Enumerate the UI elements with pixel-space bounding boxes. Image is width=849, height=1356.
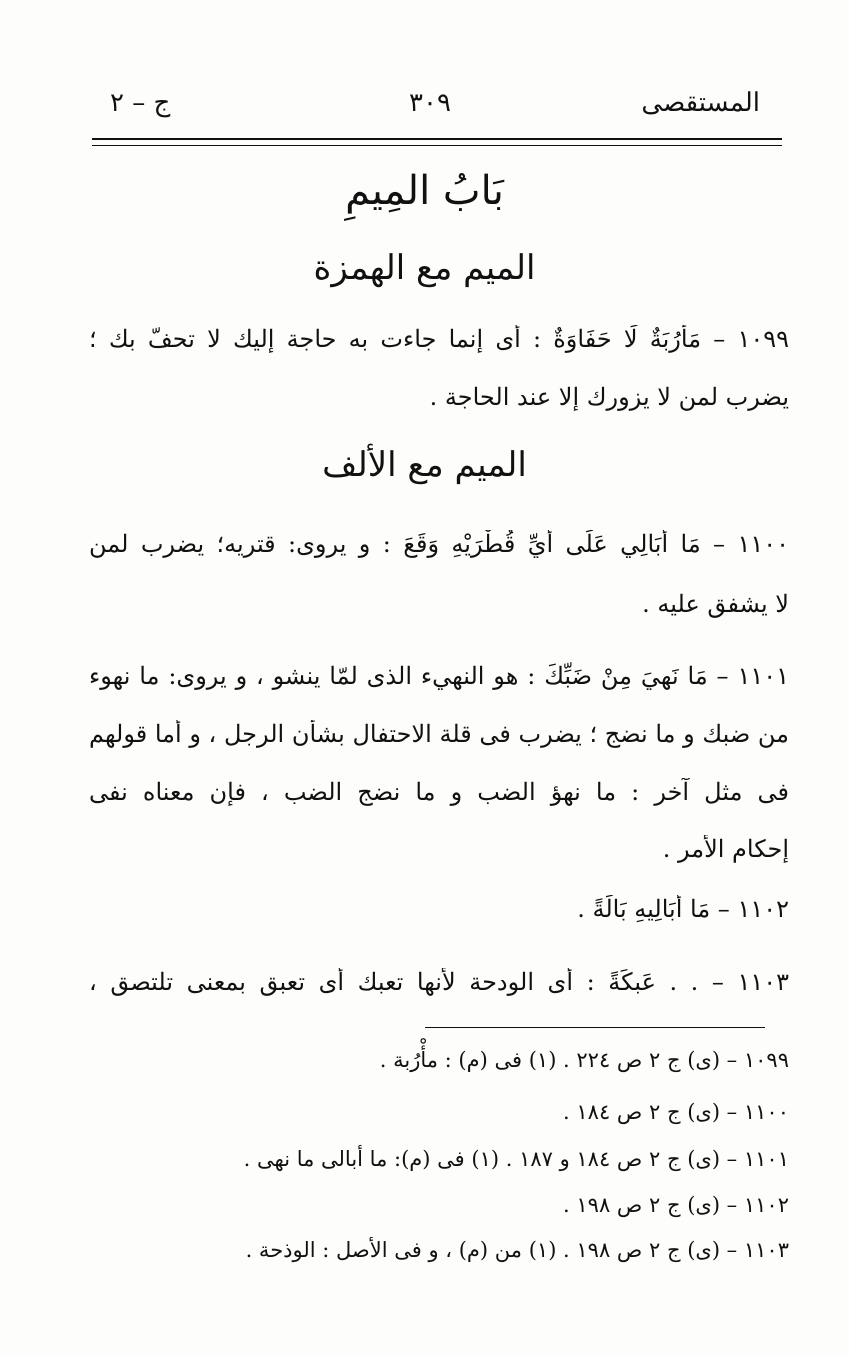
entry-1100-line-1: ١١٠٠ – مَا أُبَالِي عَلَى أَيِّ قُطْرَيْهِ وَقَعَ : و يروى: قتريه؛ يضرب لمن: [89, 530, 789, 558]
header-rule-thin: [92, 145, 782, 146]
footnote-1103: ١١٠٣ – (ى) ج ٢ ص ١٩٨ . (١) من (م) ، و فى الأصل : الوذحة .: [245, 1238, 789, 1262]
footnote-1100: ١١٠٠ – (ى) ج ٢ ص ١٨٤ .: [563, 1100, 789, 1124]
footnote-1102: ١١٠٢ – (ى) ج ٢ ص ١٩٨ .: [563, 1193, 789, 1217]
page-header: [100, 88, 760, 128]
entry-1099-line-2: يضرب لمن لا يزورك إلا عند الحاجة .: [429, 383, 789, 411]
entry-1103-line-1: ١١٠٣ – . . عَبكَةً : أى الودحة لأنها تعبك أى تعبق بمعنى تلتصق ،: [89, 968, 789, 996]
chapter-title: بَابُ المِيمِ: [345, 168, 504, 214]
page-number: ٣٠٩: [409, 88, 451, 118]
entry-1101-line-3: فى مثل آخر : ما نهؤ الضب و ما نضج الضب ، فإن معناه نفى: [89, 778, 789, 806]
entry-1101-line-1: ١١٠١ – مَا نَهِيَ مِنْ ضَبِّكَ : هو النهيء الذى لمّا ينشو ، و يروى: ما نهوء: [89, 662, 789, 690]
header-rule-thick: [92, 138, 782, 140]
volume-label: ج – ٢: [110, 88, 171, 118]
subsection-title-hamza: الميم مع الهمزة: [313, 248, 536, 288]
entry-1101-line-4: إحكام الأمر .: [662, 835, 789, 863]
entry-1099-line-1: ١٠٩٩ – مَأْرُبَةٌ لَا حَفَاوَةٌ : أى إنما جاءت به حاجة إليك لا تحفّ بك ؛: [89, 325, 789, 353]
entry-1100-line-2: لا يشفق عليه .: [642, 590, 789, 618]
footnote-1101: ١١٠١ – (ى) ج ٢ ص ١٨٤ و ١٨٧ . (١) فى (م): ما أبالى ما نهى .: [243, 1147, 789, 1171]
footnote-1099: ١٠٩٩ – (ى) ج ٢ ص ٢٢٤ . (١) فى (م) : مأْرُبة .: [379, 1048, 789, 1072]
entry-1102-line-1: ١١٠٢ – مَا أُبَالِيهِ بَالَةً .: [577, 895, 789, 923]
footnote-divider: [425, 1027, 765, 1028]
book-title: المستقصى: [641, 88, 760, 118]
entry-1101-line-2: من ضبك و ما نضج ؛ يضرب فى قلة الاحتفال بشأن الرجل ، و أما قولهم: [89, 720, 789, 748]
subsection-title-alif: الميم مع الألف: [322, 445, 527, 485]
